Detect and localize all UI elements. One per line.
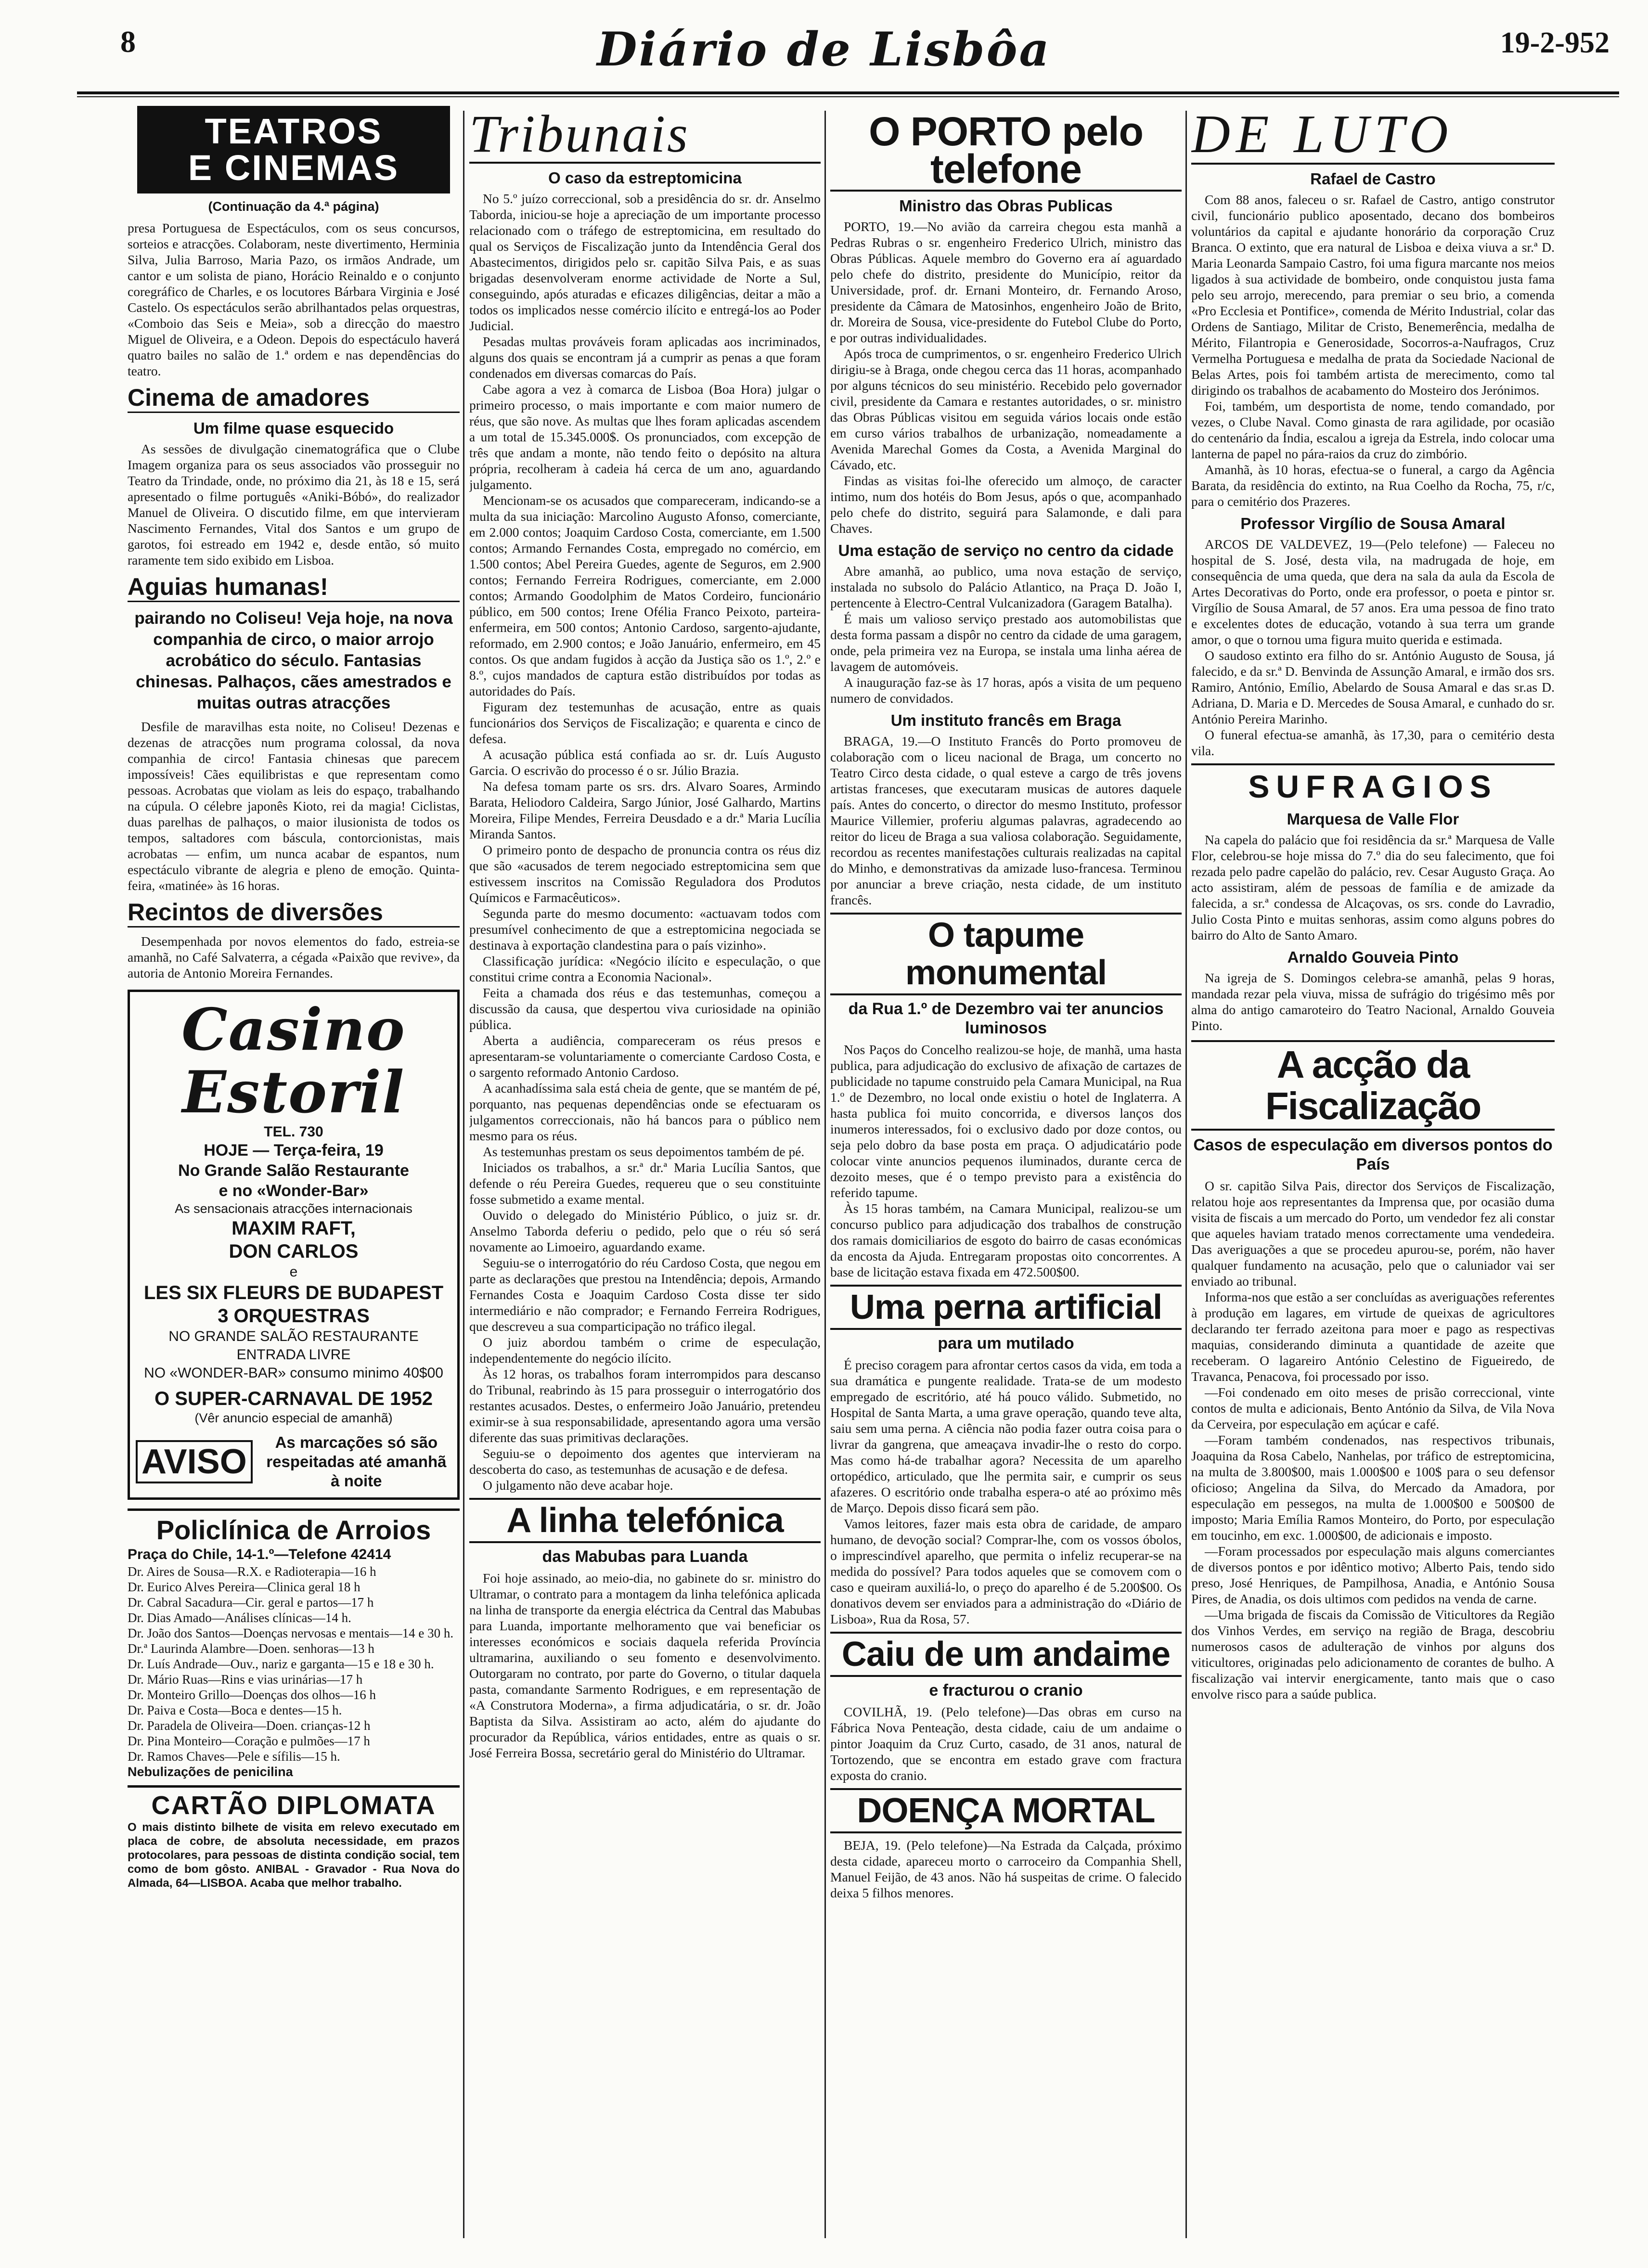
doctor-row: Dr. Paiva e Costa—Boca e dentes—15 h. (128, 1703, 342, 1717)
ad-line: HOJE — Terça-feira, 19 (204, 1141, 384, 1160)
doctor-row: Dr. Ramos Chaves—Pele e sífilis—15 h. (128, 1749, 340, 1764)
article-subheading: O caso da estreptomicina (548, 169, 742, 187)
ad-line: No Grande Salão Restaurante (178, 1161, 409, 1180)
article-subheading: Casos de especulação em diversos pontos do País (1193, 1136, 1553, 1173)
cartao-diplomata-advert (128, 1785, 460, 1890)
sufragios-heading: SUFRAGIOS (1191, 763, 1555, 805)
article-text: Cabe agora a vez à comarca de Lisboa (Boa Hora) julgar o primeiro processo, o mais importante e com maior numero de réus, que são nove. As multas que lhes foram aplicadas ascendem a um total de 15.345.000$. Os pronunciados, com excepção de três que andam a monte, não tendo feito o depósito na altura própria, recolheram à cadeia há cerca de um ano, aguardando julgamento. (469, 382, 821, 492)
article-text: Na defesa tomam parte os srs. drs. Alvaro Soares, Armindo Barata, Heliodoro Caldeira, Sargo Júnior, José Galhardo, Martins Moreira, Filipe Mendes, Ferreira Deusdado e a dr.ª Maria Lucília Miranda Santos. (469, 779, 821, 841)
article-text: —Uma brigada de fiscais da Comissão de Viticultores da Região dos Vinhos Verdes, em serviço na região de Braga, descobriu numerosos casos de adulteração de vinhos por alguns dos viticultores, originadas pelo adicionamento de corantes de bulho. A fiscalização vai intervir energicamente, tanto mais que o caso envolve risco para a saúde publica. (1191, 1607, 1555, 1701)
doctor-row: Dr. Eurico Alves Pereira—Clinica geral 18 h (128, 1580, 360, 1594)
de-luto-heading: DE LUTO (1191, 106, 1555, 165)
column-2 (469, 106, 821, 2243)
article-text: Às 15 horas também, na Camara Municipal, realizou-se um concurso publico para adjudicação dos trabalhos de construção dos ramais domiciliarios de esgoto do bairro de casas económicas da encosta da Ajuda. Entregaram propostas oito concorrentes. A base de licitação estava fixada em 472.500$00. (830, 1201, 1182, 1279)
article-text: As sessões de divulgação cinematográfica que o Clube Imagem organiza para os seus associados vão prosseguir no Teatro da Trindade, onde, no próximo dia 21, às 18 e 15, será apresentado o filme português «Aniki-Bóbó», do realizador Manuel de Oliveira. O discutido filme, em que intervieram Nascimento Fernandes, Vital dos Santos e um grupo de garotos, foi estreado em 1942 e, desde então, só muito raramente tem sido exibido em Lisboa. (128, 441, 460, 567)
article-text: Findas as visitas foi-lhe oferecido um almoço, de caracter intimo, num dos hotéis do Bom Jesus, após o que, acompanhado pelo chefe do distrito, seguirá para Salamonde, e dali para Chaves. (830, 473, 1182, 536)
cinemas-title: E CINEMAS (188, 148, 399, 188)
article-text: BRAGA, 19.—O Instituto Francês do Porto promoveu de colaboração com o liceu nacional de Braga, um concerto no Teatro Circo desta cidade, o qual esteve a cargo de três jovens artistas franceses, que executaram musicas de autores daquele país. Antes do concerto, o director do mesmo Instituto, professor Maurice Villemier, proferiu algumas palavras, agradecendo ao reitor do liceu de Braga a sua valiosa colaboração. Seguidamente, recordou as recentes manifestações culturais realizadas na capital do Minho, e demonstrativas da amizade luso-francesa. Terminou por anunciar a breve criação, nesta cidade, de um instituto francês. (830, 734, 1182, 907)
ad-line: O SUPER-CARNAVAL DE 1952 (154, 1388, 433, 1409)
ad-telephone: TEL. 730 (264, 1124, 323, 1140)
teatros-cinemas-header (137, 106, 450, 193)
doctor-row: Dr. Luís Andrade—Ouv., nariz e garganta—15 e 18 e 30 h. (128, 1657, 434, 1671)
doctor-row: Dr. Aires de Sousa—R.X. e Radioterapia—16 h (128, 1564, 376, 1579)
ad-line: e no «Wonder-Bar» (219, 1182, 369, 1200)
cartao-title: CARTÃO DIPLOMATA (151, 1791, 436, 1820)
doctor-row: Dr. Monteiro Grillo—Doenças dos olhos—16 h (128, 1688, 376, 1702)
article-text: Com 88 anos, faleceu o sr. Rafael de Castro, antigo construtor civil, funcionário publico aposentado, decano dos bombeiros voluntários da capital e ajudante honorário da corporação Cruz Branca. O extinto, que era natural de Lisboa e deixa viuva a sr.ª D. Maria Leonarda Sampaio Castro, foi uma figura marcante nos meios ligados à sua actividade de bombeiro, onde conquistou justa fama pelo seu arrojo, merecendo, para premiar o seu brio, a comenda «Pro Ecclesia et Pontifice», comenda de Mérito Industrial, colar das Ordens de Santiago, Militar de Cristo, Benemerência, medalha de Mérito, Filantropia e Generosidade, Socorros-a-Naufragos, Cruz Vermelha Portuguesa e medalha de prata da Sociedade Nacional de Belas Artes, pois foi também artista de merecimento, como tal dirigindo os trabalhos de acabamento do Mosteiro dos Jerónimos. (1191, 192, 1555, 398)
ad-line: DON CARLOS (229, 1241, 359, 1262)
article-text: Mencionam-se os acusados que compareceram, indicando-se a multa da sua iniciação: Marcolino Augusto Afonso, comerciante, em 2.000 contos; Joaquim Cardoso Costa, comerciante, em 1.500 contos; Armando Fernandes Costa, empregado no comércio, em 1.500 contos; Abel Pereira Guedes, agente de Seguros, em 2.900 contos; Fernando Ferreira Rodrigues, comerciante, em 2.000 contos; Armando Goodolphim de Matos Cordeiro, funcionário público, em 500 contos; Irene Ofélia Franco Peixoto, parteira-enfermeira, em 500 contos; Antonio Cardoso, sargento-ajudante, reformado, em 2.900 contos; e João Januário, enfermeiro, em 45 contos. Os que andam fugidos à acção da Justiça são os 1.º, 2.º e 8.º, cujos mandados de captura estão distribuídos por todas as autoridades do País. (469, 493, 821, 698)
article-subheading: Ministro das Obras Publicas (899, 197, 1113, 215)
article-text: Segunda parte do mesmo documento: «actuavam todos com presumível conhecimento de que a estreptomicina negociada se destinava à exportação clandestina para o país vizinho». (469, 906, 821, 953)
casino-estoril-advert (128, 990, 460, 1500)
article-text: Seguiu-se o depoimento dos agentes que intervieram na descoberta do caso, as testemunhas de acusação e de defesa. (469, 1446, 821, 1477)
article-text: Nos Paços do Concelho realizou-se hoje, de manhã, uma hasta publica, para adjudicação do exclusivo de afixação de cartazes de publicidade no tapume construido pela Camara Municipal, na Rua 1.º de Dezembro, no local onde existiu o hotel de Inglaterra. A hasta publica foi muito concorrida, e diversos lanços dos inumeros interessados, foi o exclusivo dado por doze contos, ou seja pelo dobro da base posta em praça. O adjudicatário pode colocar vinte anuncios pequenos iluminados, durante cerca de dezoito meses, que é o tempo previsto para a existência do referido tapume. (830, 1042, 1182, 1200)
section-heading: Cinema de amadores (128, 384, 460, 413)
article-text: A inauguração faz-se às 17 horas, após a visita de um pequeno numero de convidados. (830, 675, 1182, 706)
doctor-row: Nebulizações de penicilina (128, 1765, 293, 1779)
article-lead: pairando no Coliseu! Veja hoje, na nova companhia de circo, o maior arrojo acrobático do século. Fantasias chinesas. Palhaços, cães amestrados e muitas outras atracções (134, 609, 453, 712)
page-number: 8 (120, 25, 136, 59)
column-rule (463, 111, 464, 2238)
article-text: Na igreja de S. Domingos celebra-se amanhã, pelas 9 horas, mandada rezar pela viuva, missa de sufrágio do trigésimo mês por alma do antigo camaroteiro do Teatro Nacional, Arnaldo Gouveia Pinto. (1191, 970, 1555, 1033)
article-text: Ouvido o delegado do Ministério Público, o juiz sr. dr. Anselmo Taborda deferiu o pedido, pelo que o réu só será novamente ao Limoeiro, aguardando exame. (469, 1208, 821, 1254)
article-headline: A linha telefónica (469, 1498, 821, 1543)
newspaper-title: Diário de Lisbôa (597, 22, 1051, 77)
teatros-title: TEATROS (205, 111, 383, 151)
ad-line: LES SIX FLEURS DE BUDAPEST (143, 1282, 444, 1303)
policlinica-title: Policlínica de Arroios (156, 1515, 431, 1545)
article-text: Após troca de cumprimentos, o sr. engenheiro Frederico Ulrich dirigiu-se à Braga, onde chegou cerca das 11 horas, acompanhado por alguns técnicos do seu ministério. Recebido pelo governador civil, presidente da Camara e restantes autoridades, o sr. ministro das Obras Públicas visitou em seguida vários locais onde estão em curso vários trabalhos de urbanização, nomeadamente a Avenida Marechal Gomes da Costa, a Avenida Marginal do Cávado, etc. (830, 346, 1182, 472)
article-text: Às 12 horas, os trabalhos foram interrompidos para descanso do Tribunal, reabrindo às 15 para prosseguir o interrogatório dos restantes acusados. Destes, o enfermeiro João Januário, pretendeu eximir-se à sua responsabilidade, apresentando agora uma versão diferente das suas primitivas declarações. (469, 1366, 821, 1445)
cartao-text: O mais distinto bilhete de visita em relevo executado em placa de cobre, de absoluta necessidade, em prazos protocolares, para pessoas de distinta condição social, tem como de bom gôsto. ANIBAL - Gravador - Rua Nova do Almada, 64—LISBOA. Acaba que melhor trabalho. (128, 1821, 460, 1890)
article-text: O sr. capitão Silva Pais, director dos Serviços de Fiscalização, relatou hoje aos representantes da Imprensa que, por ocasião duma visita de fiscais a um mercado do Porto, um vendedor fez ali constar que aqueles haviam tratado menos correctamente uma vendedeira. Das averiguações a que se procedeu apurou-se, porém, não haver qualquer fundamento na acusação, pelo que o caluniador vai ser enviado ao tribunal. (1191, 1178, 1555, 1289)
ad-line: ENTRADA LIVRE (236, 1347, 351, 1363)
aviso-text: As marcações só são respeitadas até amanhã à noite (266, 1433, 447, 1490)
ad-line: 3 ORQUESTRAS (218, 1305, 370, 1327)
column-4 (1191, 106, 1555, 2243)
article-headline: DOENÇA MORTAL (830, 1788, 1182, 1833)
column-3 (830, 106, 1182, 2243)
article-text: PORTO, 19.—No avião da carreira chegou esta manhã a Pedras Rubras o sr. engenheiro Frederico Ulrich, ministro das Obras Públicas. Aquele membro do Governo era aí aguardado pelo chefe do distrito, presidente do Município, reitor da Universidade, prof. dr. Ernani Monteiro, dr. Fernando Aroso, presidente da Câmara de Matosinhos, engenheiro João de Brito, dr. Moreira de Sousa, vice-presidente do Futebol Clube do Porto, e por outras individualidades. (830, 219, 1182, 345)
tribunais-heading: Tribunais (469, 106, 821, 164)
article-subheading: e fracturou o cranio (929, 1681, 1083, 1700)
article-text: Seguiu-se o interrogatório do réu Cardoso Costa, que negou em parte as declarações que prestou na Intendência; depois, Armando Fernandes Costa e Joaquim Cardoso Costa disse ter sido intermediário e não comprador; e Fernando Ferreira Rodrigues, que descreveu a sua comparticipação no tráfico ilegal. (469, 1255, 821, 1334)
doctor-row: Dr.ª Laurinda Alambre—Doen. senhoras—13 h (128, 1641, 374, 1656)
column-rule (1185, 111, 1187, 2238)
article-text: O saudoso extinto era filho do sr. António Augusto de Sousa, já falecido, e da sr.ª D. Benvinda de Assunção Amaral, e irmão dos srs. Ramiro, António, Emílio, Abelardo de Sousa Amaral e das sr.as D. Adriana, D. Maria e D. Mercedes de Sousa Amaral, e cunhado do sr. António Pereira Marinho. (1191, 648, 1555, 726)
section-heading: Recintos de diversões (128, 898, 460, 928)
article-text: —Foi condenado em oito meses de prisão correccional, vinte contos de multa e adicionais, Bento António da Silva, de Vila Nova da Cerveira, por especulação em açúcar e café. (1191, 1385, 1555, 1431)
doctor-row: Dr. Cabral Sacadura—Cir. geral e partos—17 h (128, 1595, 374, 1610)
article-text: —Foram também condenados, nas respectivos tribunais, Joaquina da Rosa Cabelo, Nanhelas, por tráfico de estreptomicina, na multa de 3.800$00, mais 1.000$00 e 100$ para o seu defensor oficioso; Angelina da Silva, do Mercado da Amadora, por especulação em pessegos, na multa de 1.000$00 e 500$00 de imposto; Maria Emília Ramos Monteiro, do Porto, por especulação em toucinho, em exc. 1.000$00, de adicionais e imposto. (1191, 1432, 1555, 1543)
policlinica-advert (128, 1508, 460, 1779)
article-text: ARCOS DE VALDEVEZ, 19—(Pelo telefone) — Faleceu no hospital de S. José, desta vila, na madrugada de hoje, em consequência de uma queda, que dera na sala da aula da Escola de Artes Decorativas do Porto, onde era professor, o poeta e pintor sr. Virgílio de Sousa Amaral, de 57 anos. Era uma pessoa de fino trato e excelentes dotes de educação, votando à sua terra um grande amor, o que o tornou uma figura muito querida e estimada. (1191, 537, 1555, 647)
article-text: Abre amanhã, ao publico, uma nova estação de serviço, instalada no subsolo do Palácio Atlantico, na Praça D. João I, pertencente à Electro-Central Vulcanizadora (Garagem Batalha). (830, 564, 1182, 610)
article-subheading: Arnaldo Gouveia Pinto (1287, 948, 1459, 966)
continuation-note: (Continuação da 4.ª página) (208, 199, 379, 214)
article-text: As testemunhas prestam os seus depoimentos também de pé. (483, 1144, 805, 1159)
article-text: Vamos leitores, fazer mais esta obra de caridade, de amparo humano, de devoção social? Comprar-lhe, com os vossos óbolos, o imprescindível aparelho, que permita o infeliz recuperar-se na medida do possível? Para todos aqueles que se comovem com o caso e queiram auxiliá-lo, o preço do aparelho é de 5.200$00. Os donativos devem ser enviados para a administração do «Diário de Lisboa», Rua da Rosa, 57. (830, 1516, 1182, 1626)
policlinica-address: Praça do Chile, 14-1.º—Telefone 42414 (128, 1546, 391, 1562)
aviso-box (136, 1433, 451, 1491)
masthead (0, 19, 1648, 91)
article-headline: O tapume monumental (830, 913, 1182, 995)
article-text: A acusação pública está confiada ao sr. dr. Luís Augusto Garcia. O escrivão do processo é o sr. Júlio Brazia. (469, 747, 821, 778)
issue-date: 19-2-952 (1500, 26, 1609, 59)
ad-line: e (289, 1264, 298, 1280)
article-text: A acanhadíssima sala está cheia de gente, que se mantém de pé, porquanto, nas pequenas dependências onde se efectuaram os julgamentos correccionais, não há bancos para o público nem mesmo para os réus. (469, 1081, 821, 1143)
article-text: COVILHÃ, 19. (Pelo telefone)—Das obras em curso na Fábrica Nova Penteação, desta cidade, caiu de um andaime o pintor Joaquim da Cruz Curto, casado, de 31 anos, natural de Tortozendo, que se encontra em estado grave com fractura exposta do cranio. (830, 1704, 1182, 1783)
article-subheading: Professor Virgílio de Sousa Amaral (1240, 515, 1506, 532)
column-rule (824, 111, 826, 2238)
article-subheading: da Rua 1.º de Dezembro vai ter anuncios luminosos (848, 1000, 1164, 1037)
doctor-row: Dr. João dos Santos—Doenças nervosas e mentais—14 e 30 h. (128, 1626, 454, 1640)
article-headline: A acção da Fiscalização (1191, 1040, 1555, 1131)
doctor-row: Dr. Mário Ruas—Rins e vias urinárias—17 h (128, 1672, 363, 1687)
article-text: Classificação jurídica: «Negócio ilícito e especulação, o que constitui crime contra a Economia Nacional». (469, 954, 821, 984)
ad-line: As sensacionais atracções internacionais (175, 1201, 412, 1216)
doctor-row: Dr. Dias Amado—Análises clínicas—14 h. (128, 1611, 351, 1625)
doctor-row: Dr. Pina Monteiro—Coração e pulmões—17 h (128, 1734, 370, 1748)
article-text: presa Portuguesa de Espectáculos, com os seus concursos, sorteios e atracções. Colaboram, neste divertimento, Herminia Silva, Julia Barroso, Maria Pazo, os irmãos Andrade, um cantor e um solista de piano, Horácio Reinaldo e o conjunto coregráfico de Charles, e os locutores Bárbara Virginia e José Castelo. Os espectáculos serão abrilhantados pelas orquestras, «Comboio das Seis e Meia», sob a direcção do maestro Miguel de Oliveira, e a Odeon. Depois do espectáculo haverá quatro bailes no salão de 1.ª ordem e nas dependências do teatro. (128, 220, 460, 378)
article-text: Foi hoje assinado, ao meio-dia, no gabinete do sr. ministro do Ultramar, o contrato para a montagem da linha telefónica aplicada na linha de transporte da energia eléctrica da Central das Mabubas para Luanda, importante melhoramento que vai beneficiar os interesses económicos e sociais daquela referida Província ultramarina, auxiliando o seu fomento e desenvolvimento. Outorgaram no contrato, por parte do Governo, o titular daquela pasta, comandante Sarmento Rodrigues, e em representação de «A Construtora Moderna», a firma adjudicatária, o sr. dr. João Baptista da Silva. Assistiram ao acto, além do ajudante do procurador da República, vários entidades, entre as quais o sr. José Ferreira Bossa, secretário geral do Ministério do Ultramar. (469, 1571, 821, 1760)
article-subheading: para um mutilado (938, 1334, 1074, 1353)
article-text: O juiz abordou também o crime de especulação, independentemente do negócio ilícito. (469, 1335, 821, 1366)
article-text: Iniciados os trabalhos, a sr.ª dr.ª Maria Lucília Santos, que defende o réu Pereira Guedes, requereu que o seu constituinte fosse submetido a exame mental. (469, 1160, 821, 1207)
porto-telefone-heading: O PORTO pelo telefone (830, 111, 1182, 192)
article-text: BEJA, 19. (Pelo telefone)—Na Estrada da Calçada, próximo desta cidade, apareceu morto o carroceiro da Companhia Shell, Manuel Feijão, de 43 anos. Não há suspeitas de crime. O falecido deixa 5 filhos menores. (830, 1838, 1182, 1900)
article-text: É mais um valioso serviço prestado aos automobilistas que desta forma passam a dispôr no centro da cidade de uma garagem, onde, pela primeira vez na Europa, se instala uma linha aérea de lavagem de automóveis. (830, 611, 1182, 674)
article-headline: Uma perna artificial (830, 1285, 1182, 1330)
ad-line: NO GRANDE SALÃO RESTAURANTE (168, 1328, 419, 1344)
doctor-row: Dr. Paradela de Oliveira—Doen. crianças-12 h (128, 1718, 371, 1733)
article-text: —Foram processados por especulação mais alguns comerciantes de diversos pontos e por idêntico motivo; Alberto Pais, tendo sido preso, José Henriques, de Pampilhosa, Anadia, e António Sousa Pires, de Anadia, os dois ultimos com pedidos na venda de carne. (1191, 1544, 1555, 1606)
article-text: Na capela do palácio que foi residência da sr.ª Marquesa de Valle Flor, celebrou-se hoje missa do 7.º dia do seu falecimento, que foi rezada pelo padre capelão do palácio, rev. Cesar Augusto Graça. Ao acto assistiram, além de pessoas de família e de amizade da falecida, a sr.ª condessa de Alcaçovas, os srs. conde do Lavradio, Julio Costa Pinto e muitas senhoras, assim como alguns pobres do bairro do Alto de Santo Amaro. (1191, 832, 1555, 942)
article-subheading: Um filme quase esquecido (193, 419, 394, 437)
article-text: Amanhã, às 10 horas, efectua-se o funeral, a cargo da Agência Barata, da residência do extinto, na Rua Coelho da Rocha, 75, r/c, para o cemitério dos Prazeres. (1191, 462, 1555, 509)
article-text: Feita a chamada dos réus e das testemunhas, começou a discussão da causa, que despertou viva curiosidade na opinião pública. (469, 985, 821, 1032)
ad-line: MAXIM RAFT, (232, 1218, 356, 1239)
column-1 (128, 106, 460, 2243)
article-subheading: Um instituto francês em Braga (890, 711, 1121, 729)
article-text: Desfile de maravilhas esta noite, no Coliseu! Dezenas e dezenas de atracções num programa colossal, da nova companhia de circo! Fantasia chinesas que parecem impossíveis! Cães equilibristas e que representam como pessoas. Acrobatas que violam as leis do espaço, trabalhando na cúpula. O célebre japonês Kioto, rei da magia! Ciclistas, duas parelhas de palhaços, o maior ilusionista de todos os tempos, saltadores com báscula, contorcionistas, mais acrobatas — enfim, um nunca acabar de espantos, num espectáculo vibrante de alegria e pleno de emoção. Quinta-feira, «matinée» às 16 horas. (128, 719, 460, 893)
casino-logo: Casino Estoril (181, 996, 406, 1126)
article-text: O julgamento não deve acabar hoje. (483, 1478, 673, 1493)
article-text: Pesadas multas prováveis foram aplicadas aos incriminados, alguns dos quais se encontram já a cumprir as penas a que foram condenados em diversas comarcas do País. (469, 334, 821, 381)
article-text: É preciso coragem para afrontar certos casos da vida, em toda a sua dramática e pungente realidade. Trata-se de um modesto empregado de escritório, até há pouco válido. Submetido, no Hospital de Santa Marta, a uma grave operação, quando teve alta, saiu sem uma perna. A ciência não podia fazer outra coisa para o livrar da gangrena, que ameaçava invadir-lhe o resto do corpo. Mas como há-de trabalhar agora? Necessita de um aparelho ortopédico, articulado, que lhe permita sair, e cumprir os seus afazeres. O escritório onde trabalha espera-o até ao próximo mês de Março. Depois disso ficará sem pão. (830, 1357, 1182, 1515)
article-text: Aberta a audiência, compareceram os réus presos e apresentaram-se voluntariamente o comerciante Cardoso Costa, e o sargento reformado Antonio Cardoso. (469, 1033, 821, 1080)
section-heading: Aguias humanas! (128, 573, 460, 602)
article-subheading: Marquesa de Valle Flor (1287, 810, 1459, 828)
ad-line: NO «WONDER-BAR» consumo minimo 40$00 (144, 1365, 443, 1381)
article-text: No 5.º juízo correccional, sob a presidência do sr. dr. Anselmo Taborda, iniciou-se hoje a apreciação de um importante processo relacionado com o tráfego de estreptomicina, em resultado do qual os Serviços de Fiscalização junto da Intendência Geral dos Abastecimentos, dirigidos pelo sr. capitão Silva Pais, e as suas brigadas desenvolveram enorme actividade de Norte a Sul, conseguindo, após aturadas e eficazes diligências, deitar a mão a todos os implicados nesse comércio ilícito e entregá-los ao Poder Judicial. (469, 191, 821, 333)
article-text: Desempenhada por novos elementos do fado, estreia-se amanhã, no Café Salvaterra, a cégada «Paixão que revive», da autoria de Antonio Moreira Fernandes. (128, 934, 460, 980)
article-subheading: Rafael de Castro (1310, 170, 1436, 188)
article-subheading: Uma estação de serviço no centro da cidade (838, 541, 1174, 559)
masthead-rule (77, 91, 1619, 94)
masthead-rule-thin (77, 96, 1619, 97)
article-text: O funeral efectua-se amanhã, às 17,30, para o cemitério desta vila. (1191, 727, 1555, 758)
aviso-label: AVISO (136, 1440, 253, 1483)
article-text: Informa-nos que estão a ser concluídas as averiguações referentes à produção em lagares, em virtude de queixas de agricultores declarando ter ferrado azeitona para moer e pago as respectivas maquias, considerando diminuta a quantidade de azeite que receberam. O lagareiro António Celestino de Figueiredo, de Travanca, Penacova, foi processado por isso. (1191, 1289, 1555, 1384)
article-text: O primeiro ponto de despacho de pronuncia contra os réus diz que são «acusados de terem negociado estreptomicina sem que estivessem inscritos na Comissão Reguladora dos Produtos Químicos e Farmacêuticos». (469, 842, 821, 905)
ad-line: (Vêr anuncio especial de amanhã) (194, 1411, 393, 1425)
article-text: Figuram dez testemunhas de acusação, entre as quais funcionários dos Serviços de Fiscalização; e quarenta e cinco de defesa. (469, 699, 821, 746)
article-subheading: das Mabubas para Luanda (542, 1547, 748, 1566)
article-text: Foi, também, um desportista de nome, tendo comandado, por vezes, o Clube Naval. Como ginasta de rara agilidade, por ocasião do centenário da Índia, escalou a igreja da Estrela, indo colocar uma lanterna de papel no pára-raios da cruz do zimbório. (1191, 399, 1555, 461)
article-headline: Caiu de um andaime (830, 1632, 1182, 1677)
